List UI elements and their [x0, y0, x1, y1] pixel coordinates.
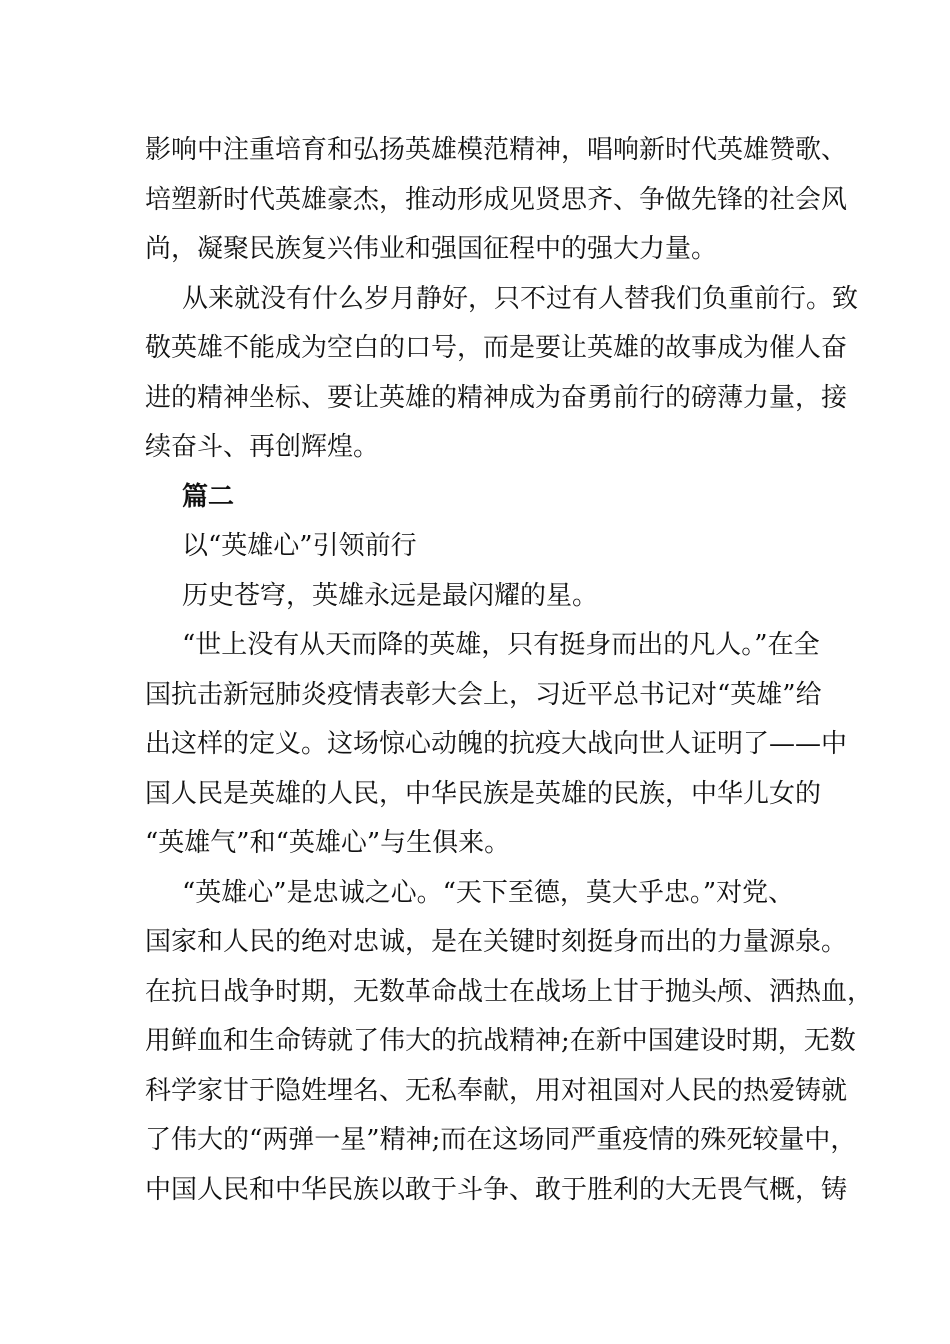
text-line: 国人民是英雄的人民，中华民族是英雄的民族，中华儿女的 — [145, 778, 822, 809]
text-line: 了伟大的“两弹一星”精神;而在这场同严重疫情的殊死较量中， — [145, 1125, 857, 1155]
text-line: 续奋斗、再创辉煌。 — [145, 432, 380, 462]
text-line: 科学家甘于隐姓埋名、无私奉献，用对祖国对人民的热爱铸就 — [145, 1075, 848, 1106]
paragraph-loyalty — [145, 869, 874, 1216]
text-line: 培塑新时代英雄豪杰，推动形成见贤思齐、争做先锋的社会风 — [145, 184, 848, 215]
text-line: 历史苍穹，英雄永远是最闪耀的星。 — [182, 580, 599, 611]
text-line: 用鲜血和生命铸就了伟大的抗战精神;在新中国建设时期，无数 — [145, 1026, 856, 1056]
paragraph-continuation — [145, 126, 848, 275]
text-line: 从来就没有什么岁月静好，只不过有人替我们负重前行。致 — [182, 283, 859, 314]
text-line: 在抗日战争时期，无数革命战士在战场上甘于抛头颅、洒热血， — [145, 976, 874, 1007]
paragraph-tribute — [145, 275, 859, 473]
paragraph-definition — [145, 621, 848, 869]
text-line: 影响中注重培育和弘扬英雄模范精神，唱响新时代英雄赞歌、 — [145, 135, 848, 165]
text-line: 中国人民和中华民族以敢于斗争、敢于胜利的大无畏气概，铸 — [145, 1174, 848, 1205]
paragraph-history — [145, 572, 821, 622]
text-line: 国家和人民的绝对忠诚，是在关键时刻挺身而出的力量源泉。 — [145, 927, 848, 957]
section-subtitle: 以“英雄心”引领前行 — [182, 531, 417, 561]
text-line: 出这样的定义。这场惊心动魄的抗疫大战向世人证明了——中 — [145, 729, 848, 759]
document-body — [145, 126, 874, 1215]
text-line: “英雄心”是忠诚之心。“天下至德，莫大乎忠。”对党、 — [182, 877, 795, 908]
text-line: 尚，凝聚民族复兴伟业和强国征程中的强大力量。 — [145, 234, 718, 264]
section-heading: 篇二 — [182, 481, 235, 512]
text-line: 敬英雄不能成为空白的口号，而是要让英雄的故事成为催人奋 — [145, 333, 848, 363]
text-line: “英雄气”和“英雄心”与生俱来。 — [145, 828, 511, 858]
text-line: 进的精神坐标、要让英雄的精神成为奋勇前行的磅薄力量，接 — [145, 382, 848, 413]
text-line: 国抗击新冠肺炎疫情表彰大会上，习近平总书记对“英雄”给 — [145, 679, 822, 710]
text-line: “世上没有从天而降的英雄，只有挺身而出的凡人。”在全 — [182, 630, 820, 660]
